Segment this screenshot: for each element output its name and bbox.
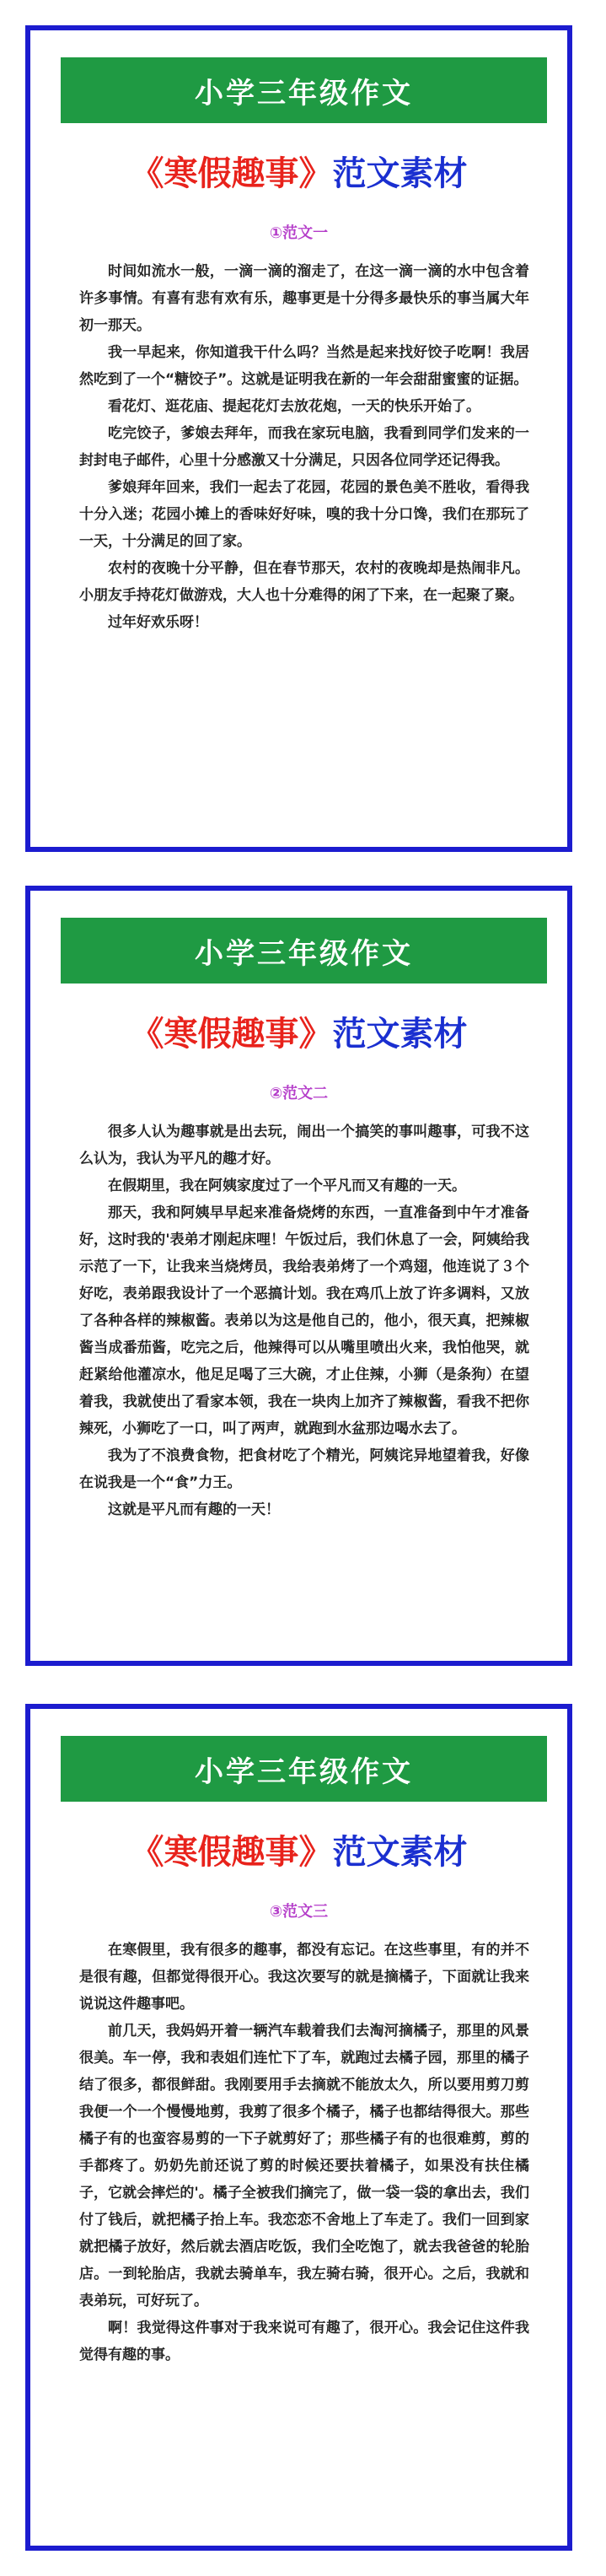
essay-card-3 — [25, 1704, 572, 2551]
essay-body — [79, 1937, 529, 2369]
essay-title — [30, 1007, 567, 1055]
paragraph: 前几天，我妈妈开着一辆汽车载着我们去淘河摘橘子，那里的风景很美。车一停，我和表姐们连忙下了车，就跑过去橘子园，那里的橘子结了很多，都很鲜甜。我刚要用手去摘就不能放太久，所以要用剪刀剪我便一个一个慢慢地剪，我剪了很多个橘子，橘子也都结得很大。那些橘子有的也蛮容易剪的一下子就剪好了；那些橘子有的也很难剪，剪的手都疼了。奶奶先前还说了剪的时候还要扶着橘子，如果没有扶住橘子，它就会摔烂的'。橘子全被我们摘完了，做一袋一袋的拿出去，我们付了钱后，就把橘子抬上车。我恋恋不舍地上了车走了。我们一回到家就把橘子放好，然后就去酒店吃饭，我们全吃饱了，就去我爸爸的轮胎店。一到轮胎店，我就去骑单车，我左骑右骑，很开心。之后，我就和表弟玩，可好玩了。 — [79, 2023, 529, 2309]
sample-label: ③范文三 — [269, 1903, 329, 1921]
essay-body — [79, 1118, 529, 1523]
essay-title-topic: 《寒假趣事》 — [130, 1015, 333, 1054]
paragraph: 农村的夜晚十分平静，但在春节那天，农村的夜晚却是热闹非凡。小朋友手持花灯做游戏，大人也十分难得的闲了下来，在一起聚了聚。 — [79, 560, 529, 604]
essay-title — [30, 1825, 567, 1873]
grade-banner: 小学三年级作文 — [61, 57, 547, 123]
paragraph: 过年好欢乐呀！ — [108, 614, 208, 631]
paragraph: 我为了不浪费食物，把食材吃了个精光，阿姨诧异地望着我，好像在说我是一个“食”力王。 — [79, 1447, 529, 1491]
paragraph: 很多人认为趣事就是出去玩，闹出一个搞笑的事叫趣事，可我不这么认为，我认为平凡的趣才好。 — [79, 1124, 529, 1167]
paragraph: 吃完饺子，爹娘去拜年，而我在家玩电脑，我看到同学们发来的一封封电子邮件，心里十分感激又十分满足，只因各位同学还记得我。 — [79, 425, 529, 469]
sample-label: ②范文二 — [269, 1085, 329, 1102]
essay-body — [79, 258, 529, 636]
paragraph: 在寒假里，我有很多的趣事，都没有忘记。在这些事里，有的并不是很有趣，但都觉得很开心。我这次要写的就是摘橘子，下面就让我来说说这件趣事吧。 — [79, 1942, 529, 2013]
essay-card-2 — [25, 886, 572, 1666]
essay-title-suffix: 范文素材 — [332, 1015, 468, 1054]
essay-card-1 — [25, 25, 572, 852]
grade-banner: 小学三年级作文 — [61, 918, 547, 984]
paragraph: 啊！我觉得这件事对于我来说可有趣了，很开心。我会记住这件我觉得有趣的事。 — [79, 2320, 529, 2363]
essay-title-suffix: 范文素材 — [332, 154, 468, 193]
essay-title-topic: 《寒假趣事》 — [130, 1833, 333, 1872]
paragraph: 我一早起来，你知道我干什么吗？当然是起来找好饺子吃啊！我居然吃到了一个“糖饺子”。这就是证明我在新的一年会甜甜蜜蜜的证据。 — [79, 344, 529, 388]
essay-title-suffix: 范文素材 — [332, 1833, 468, 1872]
sample-label: ①范文一 — [269, 224, 329, 242]
paragraph: 这就是平凡而有趣的一天！ — [108, 1501, 280, 1518]
paragraph: 那天，我和阿姨早早起来准备烧烤的东西，一直准备到中午才准备好，这时我的'表弟才刚起床哩！午饭过后，我们休息了一会，阿姨给我示范了一下，让我来当烧烤员，我给表弟烤了一个鸡翅，他连说了３个好吃，表弟跟我设计了一个恶搞计划。我在鸡爪上放了许多调料，又放了各种各样的辣椒酱。表弟以为这是他自己的，他小，很天真，把辣椒酱当成番茄酱，吃完之后，他辣得可以从嘴里喷出火来，我怕他哭，就赶紧给他灌凉水，他足足喝了三大碗，才止住辣，小狮（是条狗）在望着我，我就使出了看家本领，我在一块肉上加齐了辣椒酱，看我不把你辣死，小狮吃了一口，叫了两声，就跑到水盆那边喝水去了。 — [79, 1204, 529, 1437]
grade-banner: 小学三年级作文 — [61, 1736, 547, 1802]
paragraph: 爹娘拜年回来，我们一起去了花园，花园的景色美不胜收，看得我十分入迷；花园小摊上的香味好好味，嗅的我十分口馋，我们在那玩了一天，十分满足的回了家。 — [79, 479, 529, 550]
paragraph: 在假期里，我在阿姨家度过了一个平凡而又有趣的一天。 — [108, 1178, 466, 1194]
paragraph: 看花灯、逛花庙、提起花灯去放花炮，一天的快乐开始了。 — [108, 398, 480, 415]
essay-title-topic: 《寒假趣事》 — [130, 154, 333, 193]
paragraph: 时间如流水一般，一滴一滴的溜走了，在这一滴一滴的水中包含着许多事情。有喜有悲有欢有乐，趣事更是十分得多最快乐的事当属大年初一那天。 — [79, 263, 529, 334]
essay-title — [30, 147, 567, 195]
